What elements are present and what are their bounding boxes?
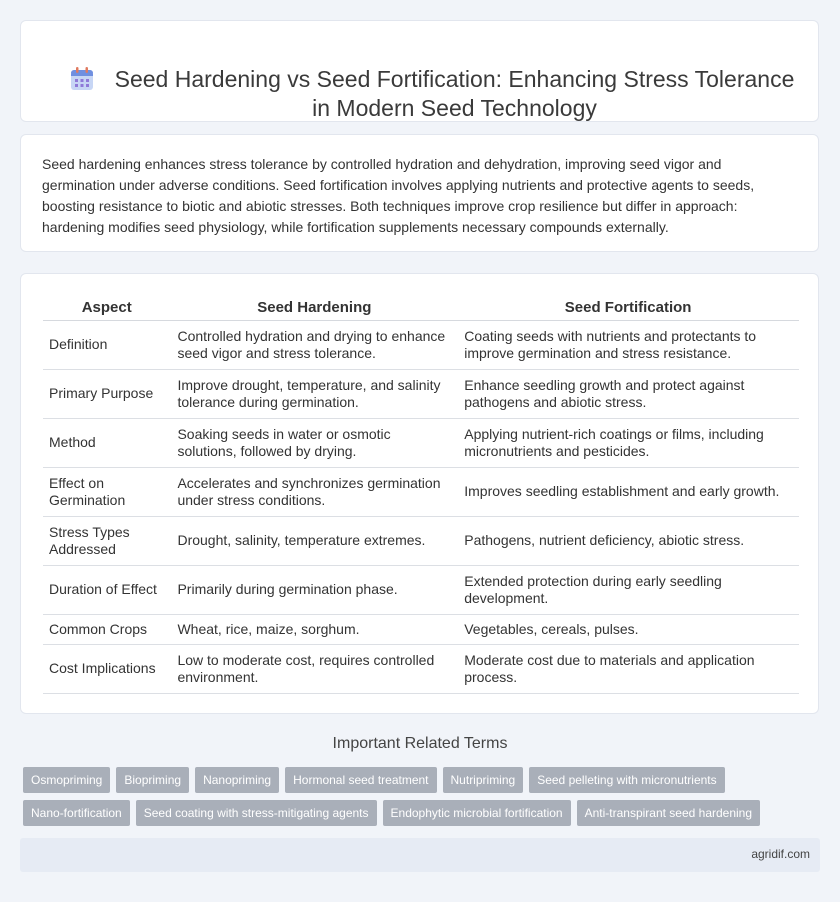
summary-card [20, 134, 819, 252]
tag-nano-fortification[interactable]: Nano-fortification [23, 800, 130, 826]
tag-biopriming[interactable]: Biopriming [116, 767, 189, 793]
table-row [43, 644, 799, 693]
tag-osmopriming[interactable]: Osmopriming [23, 767, 110, 793]
calendar-icon [69, 66, 95, 92]
row-fortification: Vegetables, cereals, pulses. [458, 614, 799, 644]
tag-nanopriming[interactable]: Nanopriming [195, 767, 279, 793]
table-row [43, 565, 799, 614]
page-title: Seed Hardening vs Seed Fortification: Enhancing Stress Tolerance in Modern Seed Technology [114, 66, 795, 121]
row-aspect: Effect on Germination [43, 467, 171, 516]
comparison-table-card [20, 273, 819, 714]
row-aspect: Primary Purpose [43, 369, 171, 418]
row-hardening: Soaking seeds in water or osmotic solutions, followed by drying. [171, 418, 458, 467]
row-fortification: Enhance seedling growth and protect against pathogens and abiotic stress. [458, 369, 799, 418]
row-hardening: Low to moderate cost, requires controlled environment. [171, 644, 458, 693]
table-header-row [43, 294, 799, 320]
row-fortification: Applying nutrient-rich coatings or films, including micronutrients and pesticides. [458, 418, 799, 467]
table-row [43, 614, 799, 644]
row-fortification: Pathogens, nutrient deficiency, abiotic stress. [458, 516, 799, 565]
tag-seed-coating[interactable]: Seed coating with stress-mitigating agents [136, 800, 377, 826]
row-aspect: Common Crops [43, 614, 171, 644]
row-hardening: Drought, salinity, temperature extremes. [171, 516, 458, 565]
title-card [20, 20, 819, 122]
comparison-table [43, 294, 799, 694]
table-row [43, 467, 799, 516]
header-seed-fortification: Seed Fortification [458, 294, 799, 320]
footer [20, 838, 820, 872]
tag-hormonal-seed-treatment[interactable]: Hormonal seed treatment [285, 767, 436, 793]
row-fortification: Extended protection during early seedling development. [458, 565, 799, 614]
tag-row [23, 800, 813, 826]
header-seed-hardening: Seed Hardening [171, 294, 458, 320]
footer-site-link[interactable]: agridif.com [751, 847, 810, 861]
row-fortification: Moderate cost due to materials and application process. [458, 644, 799, 693]
row-fortification: Coating seeds with nutrients and protectants to improve germination and stress resistance. [458, 320, 799, 369]
header-aspect: Aspect [43, 294, 171, 320]
tag-nutripriming[interactable]: Nutripriming [443, 767, 524, 793]
row-aspect: Definition [43, 320, 171, 369]
row-hardening: Primarily during germination phase. [171, 565, 458, 614]
tag-anti-transpirant-hardening[interactable]: Anti-transpirant seed hardening [577, 800, 760, 826]
tag-endophytic-fortification[interactable]: Endophytic microbial fortification [383, 800, 571, 826]
tag-row [23, 767, 813, 793]
row-aspect: Method [43, 418, 171, 467]
row-hardening: Wheat, rice, maize, sorghum. [171, 614, 458, 644]
row-aspect: Duration of Effect [43, 565, 171, 614]
table-row [43, 320, 799, 369]
row-hardening: Improve drought, temperature, and salinity tolerance during germination. [171, 369, 458, 418]
row-aspect: Cost Implications [43, 644, 171, 693]
row-aspect: Stress Types Addressed [43, 516, 171, 565]
related-terms-title: Important Related Terms [332, 735, 508, 752]
table-row [43, 418, 799, 467]
row-hardening: Accelerates and synchronizes germination under stress conditions. [171, 467, 458, 516]
tag-seed-pelleting[interactable]: Seed pelleting with micronutrients [529, 767, 724, 793]
related-terms-list [23, 767, 813, 833]
row-fortification: Improves seedling establishment and early growth. [458, 467, 799, 516]
row-hardening: Controlled hydration and drying to enhance seed vigor and stress tolerance. [171, 320, 458, 369]
summary-text: Seed hardening enhances stress tolerance by controlled hydration and dehydration, improving seed vigor and germination under adverse conditions. Seed fortification involves applying nutrients and protective agents to seeds, boosting resistance to biotic and abiotic stresses. Both techniques improve crop resilience but differ in approach: hardening modifies seed physiology, while fortification supplements necessary compounds externally. [42, 156, 755, 235]
table-row [43, 516, 799, 565]
table-row [43, 369, 799, 418]
